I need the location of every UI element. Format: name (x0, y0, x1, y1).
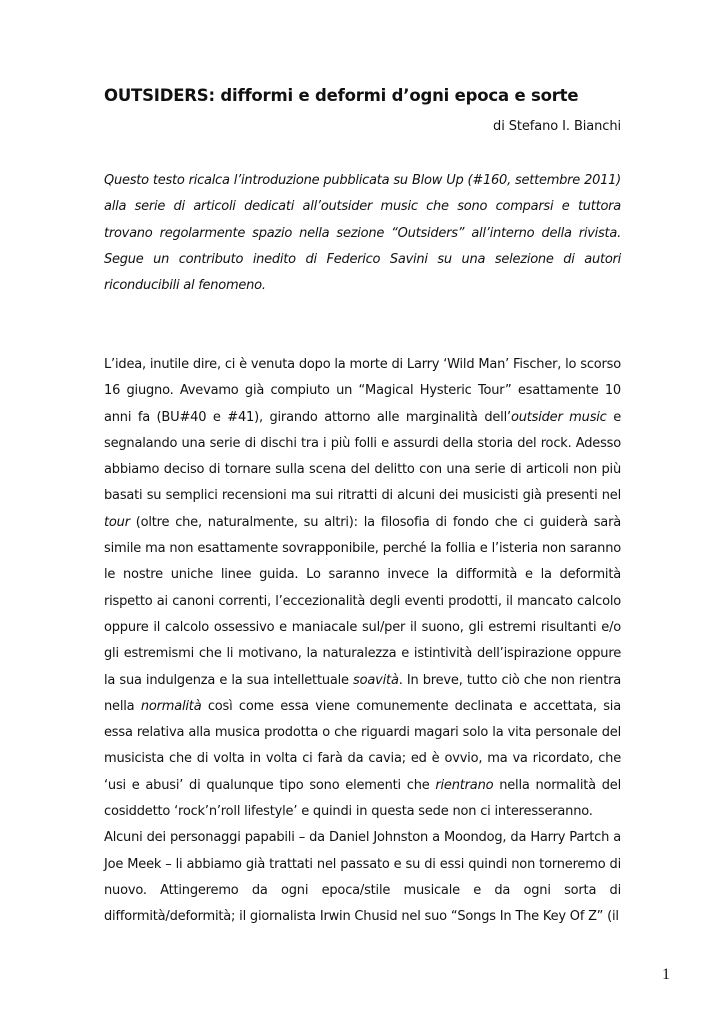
text-run: nella normalità del cosiddetto ‘rock’n’roll lifestyle’ e quindi in questa sede non ci interesseranno. (104, 777, 621, 820)
text-run: così come essa viene comunemente declinata e accettata, sia essa relativa alla musica prodotta o che riguardi magari solo la vita personale del musicista che di volta in volta ci farà da cavia; ed è ovvio, ma va ricordato, che ‘usi e abusi’ di qualunque tipo sono elementi che (104, 698, 621, 793)
italic-run: outsider music (510, 409, 607, 425)
document-title: OUTSIDERS: difformi e deformi d’ogni epoca e sorte (104, 86, 579, 105)
text-run: L’idea, inutile dire, ci è venuta dopo la morte di Larry ‘Wild Man’ Fischer, lo scorso 16 giugno. Avevamo già compiuto un “Magical Hysteric Tour” esattamente 10 anni fa (BU#40 e #41), girando attorno alle marginalità dell’ (104, 357, 621, 425)
intro-paragraph: Questo testo ricalca l’introduzione pubblicata su Blow Up (#160, settembre 2011) alla serie di articoli dedicati all’outsider music che sono comparsi e tuttora trovano regolarmente spazio nella sezione “Outsiders” all’interno della rivista. Segue un contributo inedito di Federico Savini su una selezione di autori riconducibili al fenomeno. (104, 173, 621, 294)
page-number: 1 (662, 966, 670, 983)
text-run: e segnalando una serie di dischi tra i più folli e assurdi della storia del rock. Adesso abbiamo deciso di tornare sulla scena del delitto con una serie di articoli non più basati su semplici recensioni ma sui ritratti di alcuni dei musicisti già presenti nel (104, 409, 622, 504)
text-run: (oltre che, naturalmente, su altri): la filosofia di fondo che ci guiderà sarà simile ma non esattamente sovrapponibile, perché la follia e l’isteria non saranno le nostre uniche linee guida. Lo saranno invece la difformità e la deformità rispetto ai canoni correnti, l’eccezionalità degli eventi prodotti, il mancato calcolo oppure il calcolo ossessivo e maniacale sul/per il suono, gli estremi risultanti e/o gli estremismi che li motivano, la naturalezza e istintività dell’ispirazione oppure la sua indulgenza e la sua intellettuale (104, 514, 621, 688)
body-paragraph-1 (104, 352, 621, 825)
body-text (104, 352, 621, 931)
italic-run: normalità (140, 698, 202, 714)
italic-run: rientrano (435, 777, 494, 793)
italic-run: soavità (353, 672, 399, 688)
body-paragraph-2: Alcuni dei personaggi papabili – da Daniel Johnston a Moondog, da Harry Partch a Joe Meek – li abbiamo già trattati nel passato e su di essi quindi non torneremo di nuovo. Attingeremo da ogni epoca/stile musicale e da ogni sorta di difformità/deformità; il giornalista Irwin Chusid nel suo “Songs In The Key Of Z” (il (104, 830, 621, 925)
italic-run: tour (104, 514, 130, 530)
author-byline: di Stefano I. Bianchi (493, 119, 621, 134)
text-run: . In breve, tutto ciò che non rientra nella (104, 672, 621, 714)
